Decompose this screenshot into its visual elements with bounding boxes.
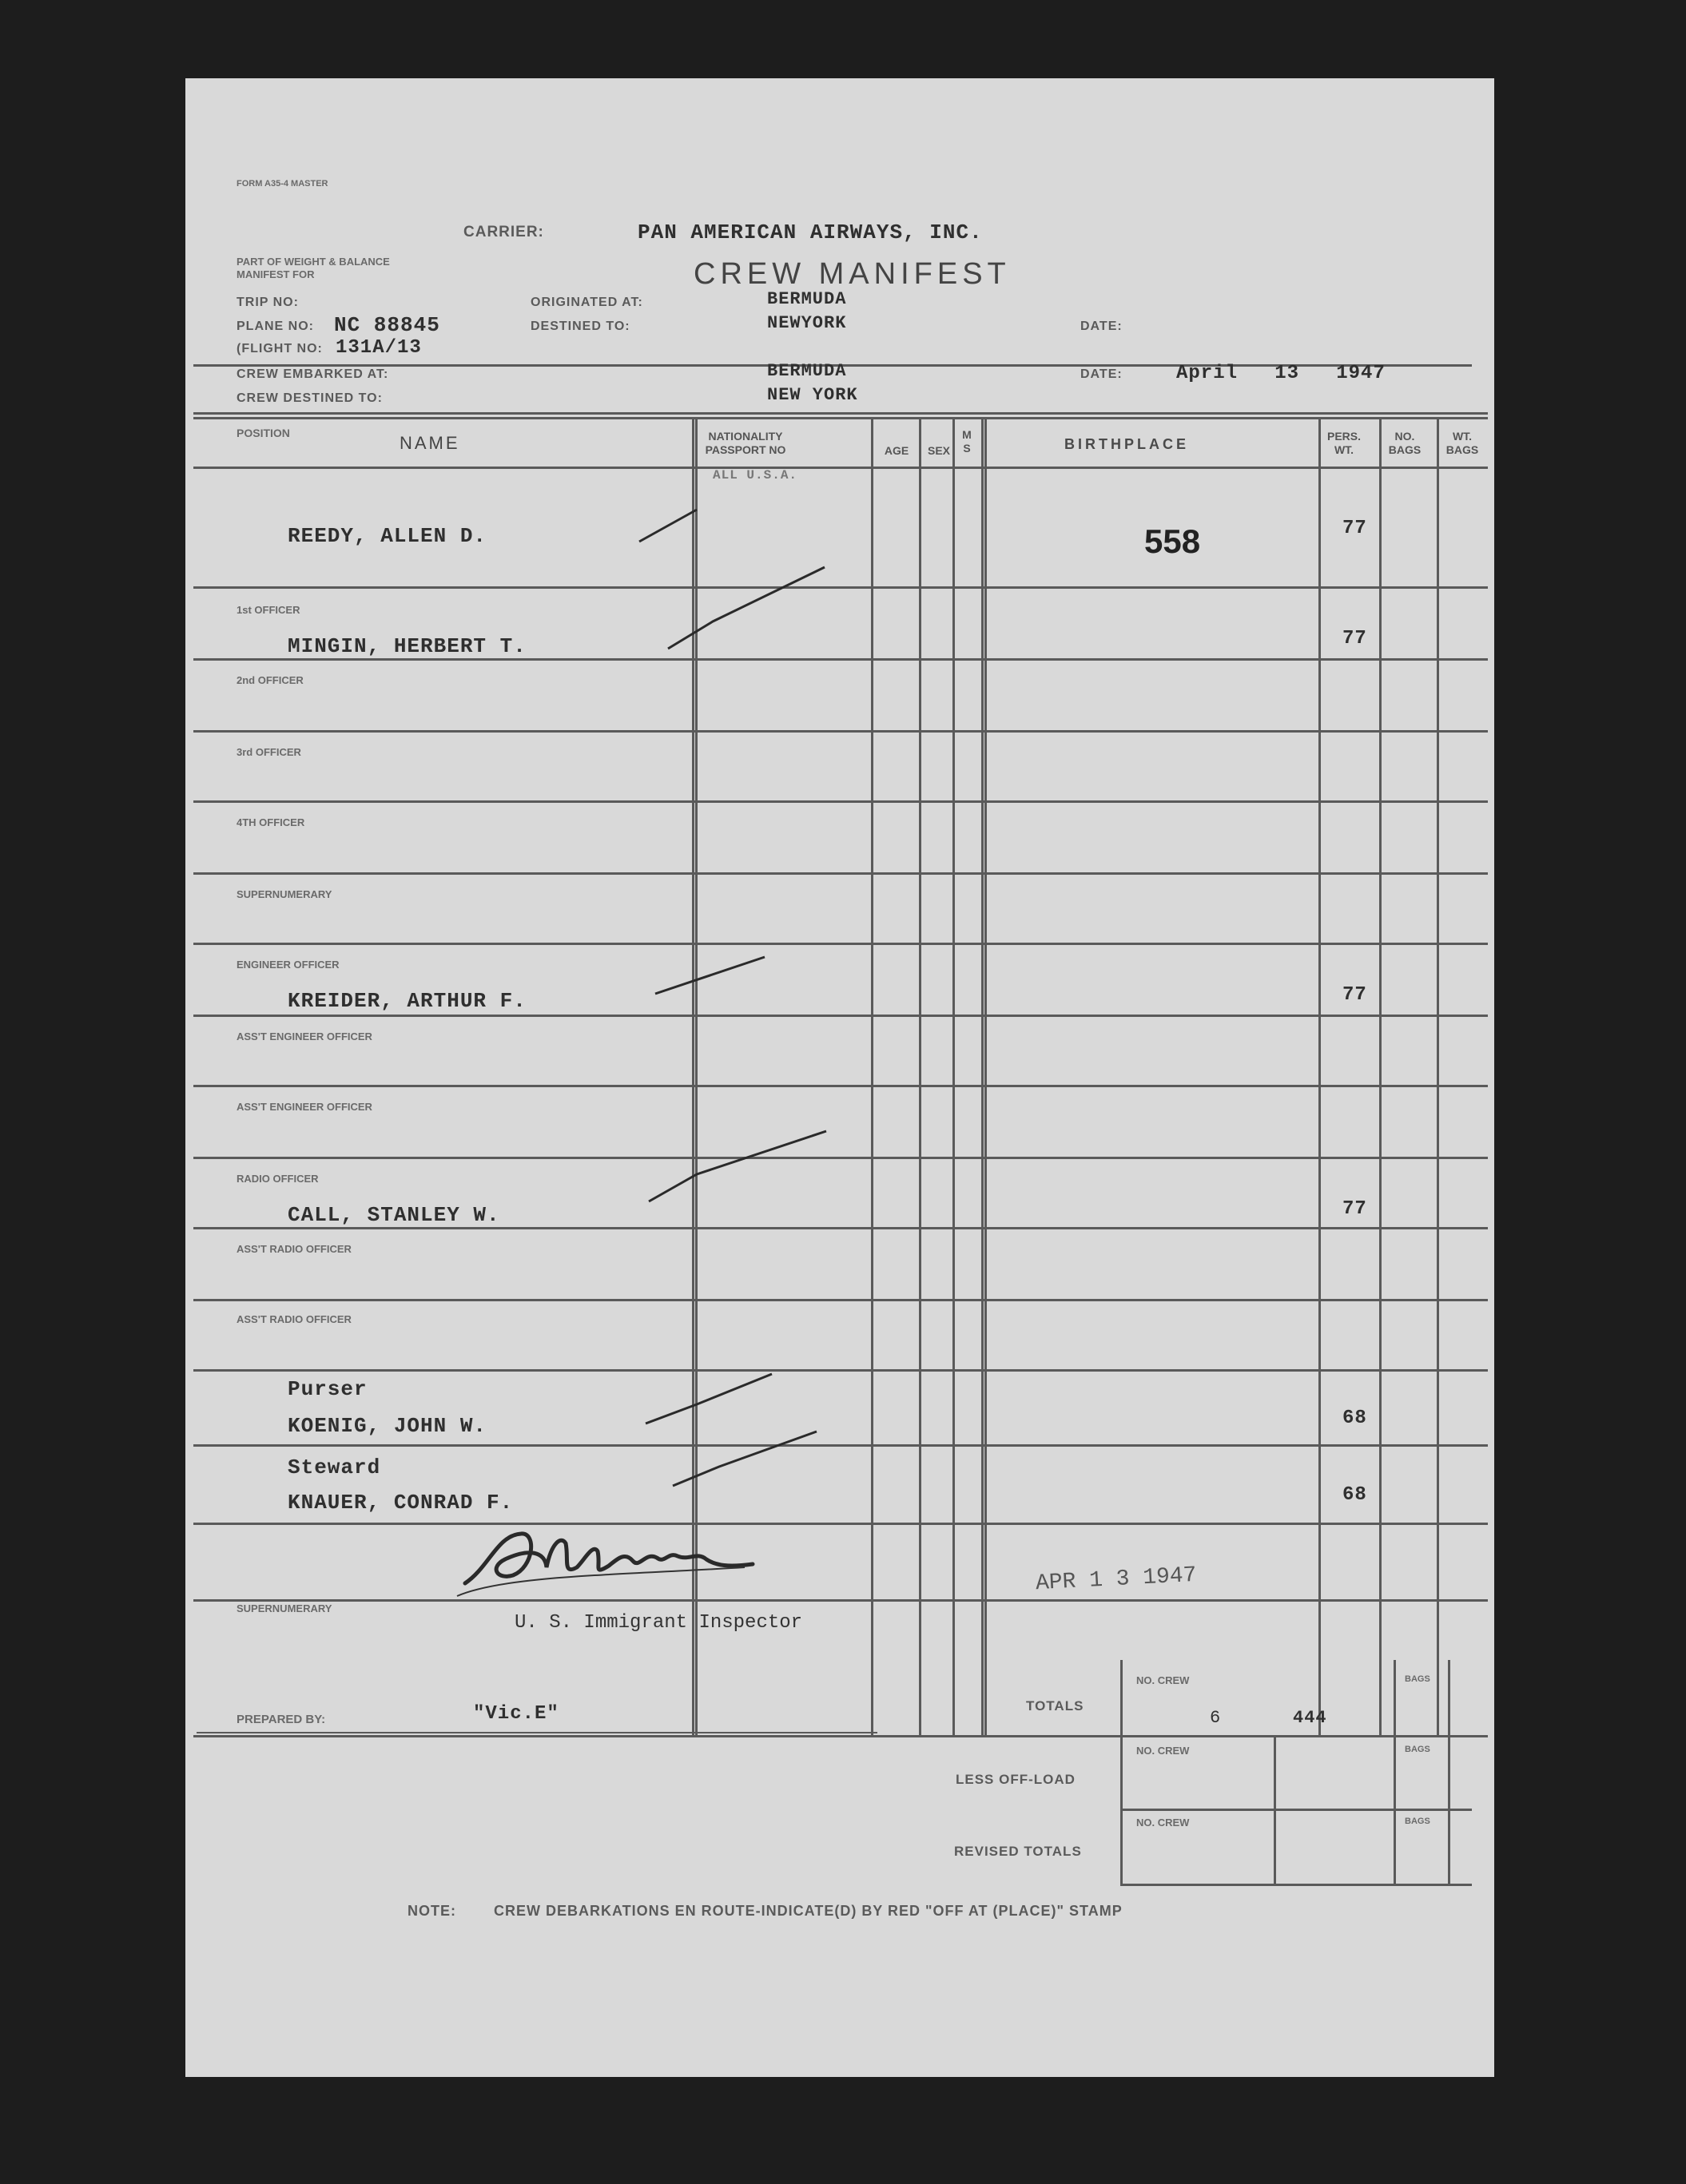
crew-weight: 77 xyxy=(1342,518,1367,539)
position-asst-radio-2: ASS'T RADIO OFFICER xyxy=(237,1313,352,1325)
position-third-officer: 3rd OFFICER xyxy=(237,746,301,758)
flight-no-value: 131A/13 xyxy=(336,337,422,359)
crew-weight: 68 xyxy=(1342,1408,1367,1429)
crew-name: CALL, STANLEY W. xyxy=(288,1203,500,1227)
position-purser: Purser xyxy=(288,1377,368,1401)
originated-value: BERMUDA xyxy=(767,289,847,309)
less-offload-label: LESS OFF-LOAD xyxy=(956,1772,1076,1787)
crew-weight: 77 xyxy=(1342,1198,1367,1220)
col-wt-bags-line2: BAGS xyxy=(1445,443,1479,456)
page-title: CREW MANIFEST xyxy=(694,257,1011,291)
position-asst-radio-1: ASS'T RADIO OFFICER xyxy=(237,1243,352,1255)
totals-no-crew-label: NO. CREW xyxy=(1136,1674,1190,1686)
position-first-officer: 1st OFFICER xyxy=(237,604,300,616)
col-name: NAME xyxy=(400,433,460,453)
col-sex: SEX xyxy=(927,444,950,457)
offload-bags-label: BAGS xyxy=(1405,1745,1430,1754)
totals-bags-label: BAGS xyxy=(1405,1674,1430,1684)
position-second-officer: 2nd OFFICER xyxy=(237,674,304,686)
col-pers-wt-line1: PERS. xyxy=(1326,430,1361,443)
position-engineer-officer: ENGINEER OFFICER xyxy=(237,959,340,971)
trip-no-label: TRIP NO: xyxy=(237,296,299,309)
revised-totals-label: REVISED TOTALS xyxy=(954,1844,1082,1859)
date-label-2: DATE: xyxy=(1080,367,1123,381)
manifest-sheet xyxy=(185,78,1494,2077)
totals-weight-value: 444 xyxy=(1293,1708,1327,1728)
date-label-1: DATE: xyxy=(1080,320,1123,333)
note-label: NOTE: xyxy=(408,1903,456,1919)
crew-name: REEDY, ALLEN D. xyxy=(288,524,487,548)
nationality-fragment: ALL U.S.A. xyxy=(713,468,798,482)
note-text: CREW DEBARKATIONS EN ROUTE-INDICATE(D) BY RED "OFF AT (PLACE)" STAMP xyxy=(494,1903,1123,1919)
date-value: April 13 1947 xyxy=(1176,363,1386,384)
form-number: FORM A35-4 MASTER xyxy=(237,179,328,189)
col-ms-line1: M xyxy=(962,428,972,441)
position-fourth-officer: 4TH OFFICER xyxy=(237,816,305,828)
totals-crew-value: 6 xyxy=(1210,1708,1222,1728)
position-asst-engineer-1: ASS'T ENGINEER OFFICER xyxy=(237,1030,372,1042)
crew-destined-label: CREW DESTINED TO: xyxy=(237,391,383,405)
col-nationality-line1: NATIONALITY xyxy=(708,430,783,443)
plane-no-label: PLANE NO: xyxy=(237,320,314,333)
destined-value: NEWYORK xyxy=(767,313,847,333)
col-ms-line2: S xyxy=(963,442,971,455)
crew-embarked-label: CREW EMBARKED AT: xyxy=(237,367,389,381)
revised-bags-label: BAGS xyxy=(1405,1817,1430,1826)
position-supernumerary-2: SUPERNUMERARY xyxy=(237,1602,332,1614)
crew-weight: 68 xyxy=(1342,1484,1367,1506)
position-supernumerary: SUPERNUMERARY xyxy=(237,888,332,900)
col-age: AGE xyxy=(884,444,909,457)
crew-weight: 77 xyxy=(1342,628,1367,649)
carrier-label: CARRIER: xyxy=(463,224,544,240)
carrier-value: PAN AMERICAN AIRWAYS, INC. xyxy=(638,220,983,244)
part-of-line1: PART OF WEIGHT & BALANCE xyxy=(237,256,390,268)
prepared-by-label: PREPARED BY: xyxy=(237,1713,326,1726)
stamp-date: APR 1 3 1947 xyxy=(1035,1563,1198,1597)
col-no-bags-line2: BAGS xyxy=(1388,443,1422,456)
crew-name: KNAUER, CONRAD F. xyxy=(288,1491,514,1515)
crew-weight: 77 xyxy=(1342,984,1367,1006)
crew-name: KREIDER, ARTHUR F. xyxy=(288,989,527,1013)
col-position: POSITION xyxy=(237,427,290,439)
offload-no-crew-label: NO. CREW xyxy=(1136,1745,1190,1757)
col-no-bags-line1: NO. xyxy=(1394,430,1415,443)
col-nationality-line2: PASSPORT NO xyxy=(705,443,786,456)
originated-label: ORIGINATED AT: xyxy=(531,296,643,309)
position-asst-engineer-2: ASS'T ENGINEER OFFICER xyxy=(237,1101,372,1113)
col-pers-wt-line2: WT. xyxy=(1334,443,1354,456)
prepared-by-value: "Vic.E" xyxy=(473,1703,559,1725)
stamp-number: 558 xyxy=(1144,522,1201,560)
position-steward: Steward xyxy=(288,1455,381,1479)
col-birthplace: BIRTHPLACE xyxy=(1064,436,1189,452)
flight-no-label: (FLIGHT NO: xyxy=(237,342,323,355)
crew-destined-value: NEW YORK xyxy=(767,385,858,405)
crew-embarked-value: BERMUDA xyxy=(767,361,847,381)
col-wt-bags-line1: WT. xyxy=(1452,430,1473,443)
revised-no-crew-label: NO. CREW xyxy=(1136,1817,1190,1829)
pen-check-marks xyxy=(185,78,1494,2077)
plane-no-value: NC 88845 xyxy=(334,313,440,337)
inspector-title: U. S. Immigrant Inspector xyxy=(515,1612,803,1634)
crew-name: KOENIG, JOHN W. xyxy=(288,1414,487,1438)
part-of-line2: MANIFEST FOR xyxy=(237,268,315,280)
position-radio-officer: RADIO OFFICER xyxy=(237,1173,319,1185)
crew-name: MINGIN, HERBERT T. xyxy=(288,634,527,658)
destined-label: DESTINED TO: xyxy=(531,320,630,333)
totals-label: TOTALS xyxy=(1026,1698,1084,1713)
